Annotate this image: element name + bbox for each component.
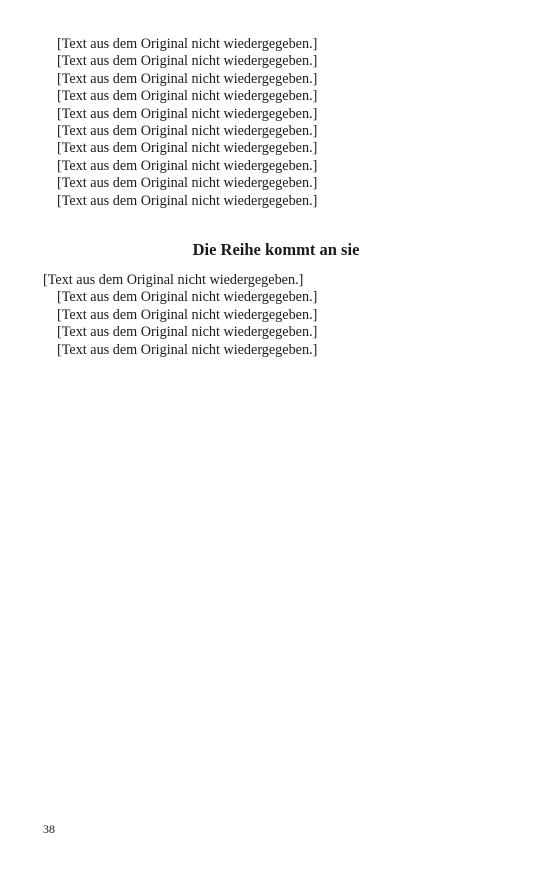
book-page	[43, 36, 509, 359]
paragraph: [Text aus dem Original nicht wiedergegeben.]	[57, 289, 318, 306]
paragraph: [Text aus dem Original nicht wiedergegeben.]	[57, 70, 318, 87]
paragraph: [Text aus dem Original nicht wiedergegeben.]	[57, 105, 318, 122]
paragraph: [Text aus dem Original nicht wiedergegeben.]	[57, 175, 318, 192]
section-two	[43, 272, 509, 359]
paragraph: [Text aus dem Original nicht wiedergegeben.]	[57, 88, 318, 105]
paragraph: [Text aus dem Original nicht wiedergegeben.]	[57, 36, 318, 52]
paragraph: [Text aus dem Original nicht wiedergegeben.]	[57, 123, 318, 140]
section-one	[43, 36, 509, 210]
paragraph: [Text aus dem Original nicht wiedergegeben.]	[43, 272, 304, 289]
paragraph: [Text aus dem Original nicht wiedergegeben.]	[57, 192, 318, 209]
page-number: 38	[43, 822, 55, 836]
paragraph: [Text aus dem Original nicht wiedergegeben.]	[57, 341, 318, 358]
paragraph: [Text aus dem Original nicht wiedergegeben.]	[57, 324, 318, 341]
paragraph: [Text aus dem Original nicht wiedergegeben.]	[57, 306, 318, 323]
paragraph: [Text aus dem Original nicht wiedergegeben.]	[57, 157, 318, 174]
paragraph: [Text aus dem Original nicht wiedergegeben.]	[57, 53, 318, 70]
paragraph: [Text aus dem Original nicht wiedergegeben.]	[57, 140, 318, 157]
chapter-heading: Die Reihe kommt an sie	[192, 240, 360, 260]
